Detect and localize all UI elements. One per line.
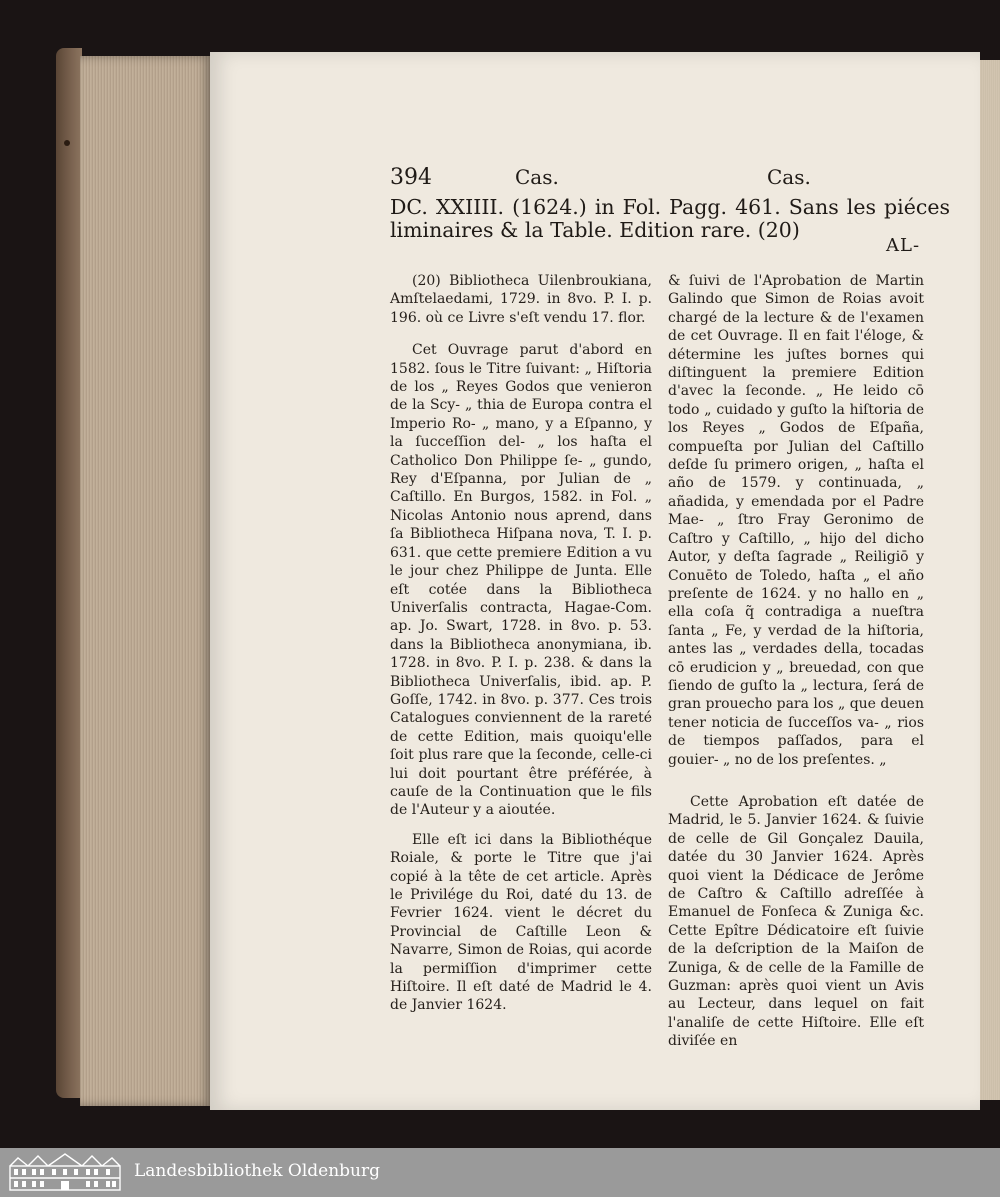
book-cover-edge <box>56 48 82 1098</box>
page-stack-right <box>978 60 1000 1100</box>
body-paragraph: Cette Aprobation eſt datée de Madrid, le 5. Janvier 1624. & ſuivie de celle de Gil Gonçalez Dauila, datée du 30 Janvier 1624. Après quoi vient la Dédicace de Jerôme de Caſtro & Caſtillo adreſſée à Emanuel de Fonſeca & Zuniga &c. Cette Epître Dédicatoire eſt ſuivie de la deſcription de la Maiſon de Zuniga, & de celle de la Famille de Guzman: après quoi vient un Avis au Lecteur, dans lequel on fait l'analiſe de cette Hiſtoire. Elle eſt diviſée en <box>668 793 924 1050</box>
body-paragraph: Cet Ouvrage parut d'abord en 1582. ſous le Titre ſuivant: „ Hiſtoria de los „ Reyes Godos que venieron de la Scy- „ thia de Europa contra el Imperio Ro- „ mano, y a Eſpanno, y la ſucceſſion del- „ los haſta el Catholico Don Philippe ſe- „ gundo, Rey d'Eſpanna, por Julian de „ Caſtillo. En Burgos, 1582. in Fol. „ Nicolas Antonio nous aprend, dans ſa Bibliotheca Hiſpana nova, T. I. p. 631. que cette premiere Edition a vu le jour chez Philippe de Junta. Elle eſt cotée dans la Bibliotheca Univerſalis contracta, Hagae-Com. ap. Jo. Swart, 1728. in 8vo. p. 53. dans la Bibliotheca anonymiana, ib. 1728. in 8vo. P. I. p. 238. & dans la Bibliotheca Univerſalis, ibid. ap. P. Goſſe, 1742. in 8vo. p. 377. Ces trois Catalogues conviennent de la rareté de cette Edition, mais quoiqu'elle ſoit plus rare que la ſeconde, celle-ci lui doit pourtant être préférée, à cauſe de la Continuation que le fils de l'Auteur y a aioutée. <box>390 342 652 819</box>
page-stack-left <box>80 56 212 1106</box>
right-text-column <box>668 272 924 1062</box>
catchword: AL- <box>886 235 921 256</box>
opening-title-line: DC. XXIIII. (1624.) in Fol. Pagg. 461. Sans les piéces liminaires & la Table. Edition rare. (20) <box>390 195 950 242</box>
running-header-left: Cas. <box>515 165 559 189</box>
body-paragraph: Elle eſt ici dans la Bibliothéque Roiale, & porte le Titre que j'ai copié à la tête de cet article. Après le Privilége du Roi, daté du 13. de Fevrier 1624. vient le décret du Provincial de Caſtille Leon & Navarre, Simon de Roias, qui acorde la permiſſion d'imprimer cette Hiſtoire. Il eſt daté de Madrid le 4. de Janvier 1624. <box>390 831 652 1014</box>
footnote-paragraph: (20) Bibliotheca Uilenbroukiana, Amſtelaedami, 1729. in 8vo. P. I. p. 196. où ce Livre s'eſt vendu 17. flor. <box>390 273 652 326</box>
library-name: Landesbibliothek Oldenburg <box>134 1161 381 1181</box>
body-paragraph: & ſuivi de l'Aprobation de Martin Galindo que Simon de Roias avoit chargé de la lecture & de l'examen de cet Ouvrage. Il en fait l'éloge, & détermine les juſtes bornes qui diſtinguent la premiere Edition d'avec la ſeconde. „ He leido cō todo „ cuidado y guſto la hiſtoria de los Reyes „ Godos de Eſpaña, compueſta por Julian del Caſtillo deſde ſu primero origen, „ haſta el año de 1579. y continuada, „ añadida, y emendada por el Padre Mae- „ ſtro Fray Geronimo de Caſtro y Caſtillo, „ hijo del dicho Autor, y deſta ſagrade „ Reiligiō y Conuēto de Toledo, haſta „ el año preſente de 1624. y no hallo en „ ella coſa q̃ contradiga a nueſtra ſanta „ Fe, y verdad de la hiſtoria, antes las „ verdades della, tocadas cō erudicion y „ breuedad, con que ſiendo de guſto la „ lectura, ſerá de gran prouecho para los „ que deuen tener noticia de ſucceſſos va- „ rios de tiempos paſſados, para el gouier- „ no de los preſentes. „ <box>668 273 924 768</box>
page-number: 394 <box>390 165 432 190</box>
footer-bar <box>0 1148 1000 1197</box>
library-building-icon <box>8 1152 122 1192</box>
running-header-right: Cas. <box>767 165 811 189</box>
left-text-column <box>390 272 652 1026</box>
